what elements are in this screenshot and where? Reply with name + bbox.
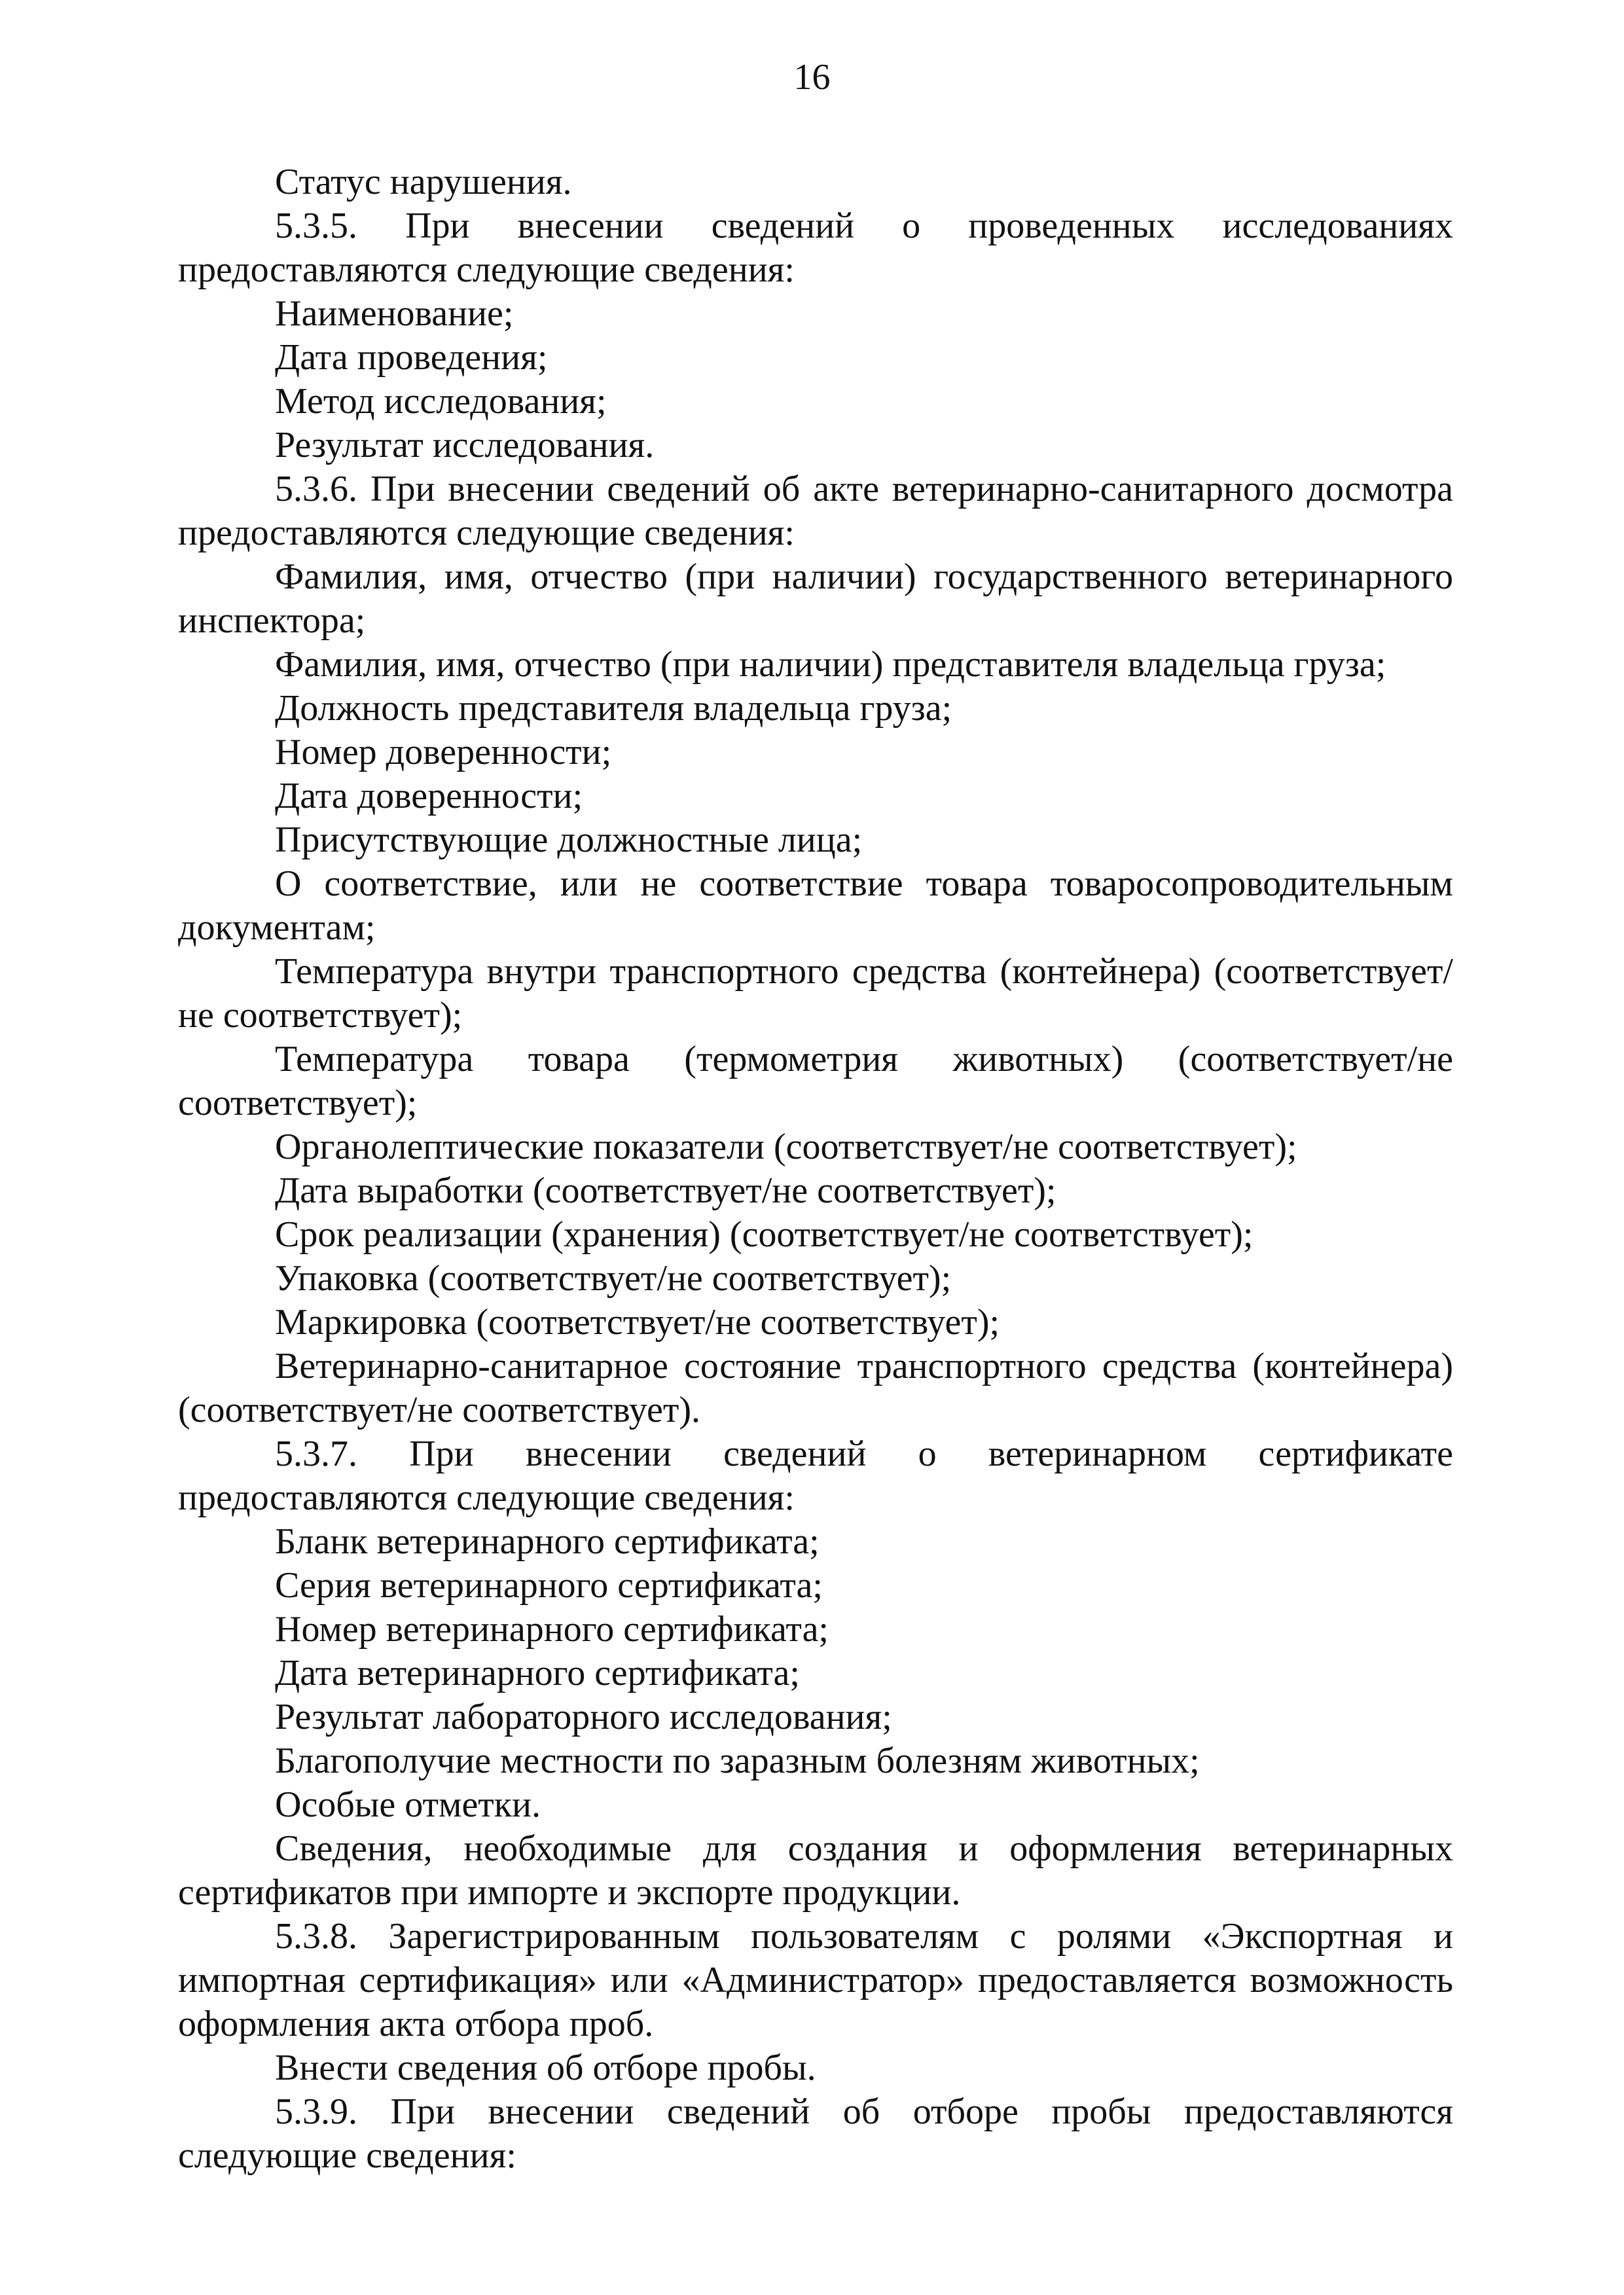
paragraph: Срок реализации (хранения) (соответствует/не соответствует); <box>275 1214 1254 1255</box>
paragraph: Дата выработки (соответствует/не соответствует); <box>275 1170 1056 1211</box>
paragraph: Серия ветеринарного сертификата; <box>275 1565 823 1606</box>
document-body <box>178 160 1453 2178</box>
paragraph: Дата ветеринарного сертификата; <box>275 1653 800 1693</box>
paragraph: Номер ветеринарного сертификата; <box>275 1609 829 1650</box>
paragraph: Органолептические показатели (соответствует/не соответствует); <box>275 1127 1297 1167</box>
paragraph: Должность представителя владельца груза; <box>275 688 952 729</box>
paragraph-section-5-3-9: 5.3.9. При внесении сведений об отборе пробы предоставляются следующие сведения: <box>178 2091 1453 2176</box>
paragraph: Присутствующие должностные лица; <box>275 820 863 860</box>
paragraph-section-5-3-8: 5.3.8. Зарегистрированным пользователям с ролями «Экспортная и импортная сертификация» или «Администратор» предоставляется возможность оформления акта отбора проб. <box>178 1916 1453 2044</box>
paragraph-section-5-3-6: 5.3.6. При внесении сведений об акте ветеринарно-санитарного досмотра предоставляются следующие сведения: <box>178 469 1453 553</box>
paragraph: Упаковка (соответствует/не соответствует); <box>275 1258 952 1299</box>
paragraph: Дата доверенности; <box>275 776 583 816</box>
paragraph: Благополучие местности по заразным болезням животных; <box>275 1741 1200 1781</box>
paragraph: Метод исследования; <box>275 381 607 422</box>
paragraph: Номер доверенности; <box>275 732 612 772</box>
paragraph-section-5-3-7: 5.3.7. При внесении сведений о ветеринарном сертификате предоставляются следующие сведения: <box>178 1434 1453 1518</box>
paragraph: Температура товара (термометрия животных) (соответствует/не соответствует); <box>178 1039 1453 1123</box>
paragraph: Ветеринарно-санитарное состояние транспортного средства (контейнера) (соответствует/не соответствует). <box>178 1346 1453 1430</box>
paragraph: Температура внутри транспортного средства (контейнера) (соответствует/не соответствует); <box>178 951 1453 1036</box>
paragraph-section-5-3-5: 5.3.5. При внесении сведений о проведенных исследованиях предоставляются следующие сведения: <box>178 206 1453 290</box>
paragraph: Особые отметки. <box>275 1784 541 1825</box>
paragraph: О соответствие, или не соответствие товара товаросопроводительным документам; <box>178 863 1453 948</box>
paragraph: Фамилия, имя, отчество (при наличии) представителя владельца груза; <box>275 644 1386 685</box>
paragraph: Дата проведения; <box>275 337 548 378</box>
paragraph: Результат лабораторного исследования; <box>275 1697 892 1737</box>
paragraph: Наименование; <box>275 293 514 334</box>
paragraph: Статус нарушения. <box>275 162 572 202</box>
paragraph: Результат исследования. <box>275 425 655 465</box>
paragraph: Внести сведения об отборе пробы. <box>275 2048 816 2088</box>
paragraph: Маркировка (соответствует/не соответствует); <box>275 1302 1000 1343</box>
paragraph: Бланк ветеринарного сертификата; <box>275 1521 820 1562</box>
paragraph: Сведения, необходимые для создания и оформления ветеринарных сертификатов при импорте и экспорте продукции. <box>178 1828 1453 1913</box>
paragraph: Фамилия, имя, отчество (при наличии) государственного ветеринарного инспектора; <box>178 556 1453 641</box>
page-number: 16 <box>793 57 831 98</box>
